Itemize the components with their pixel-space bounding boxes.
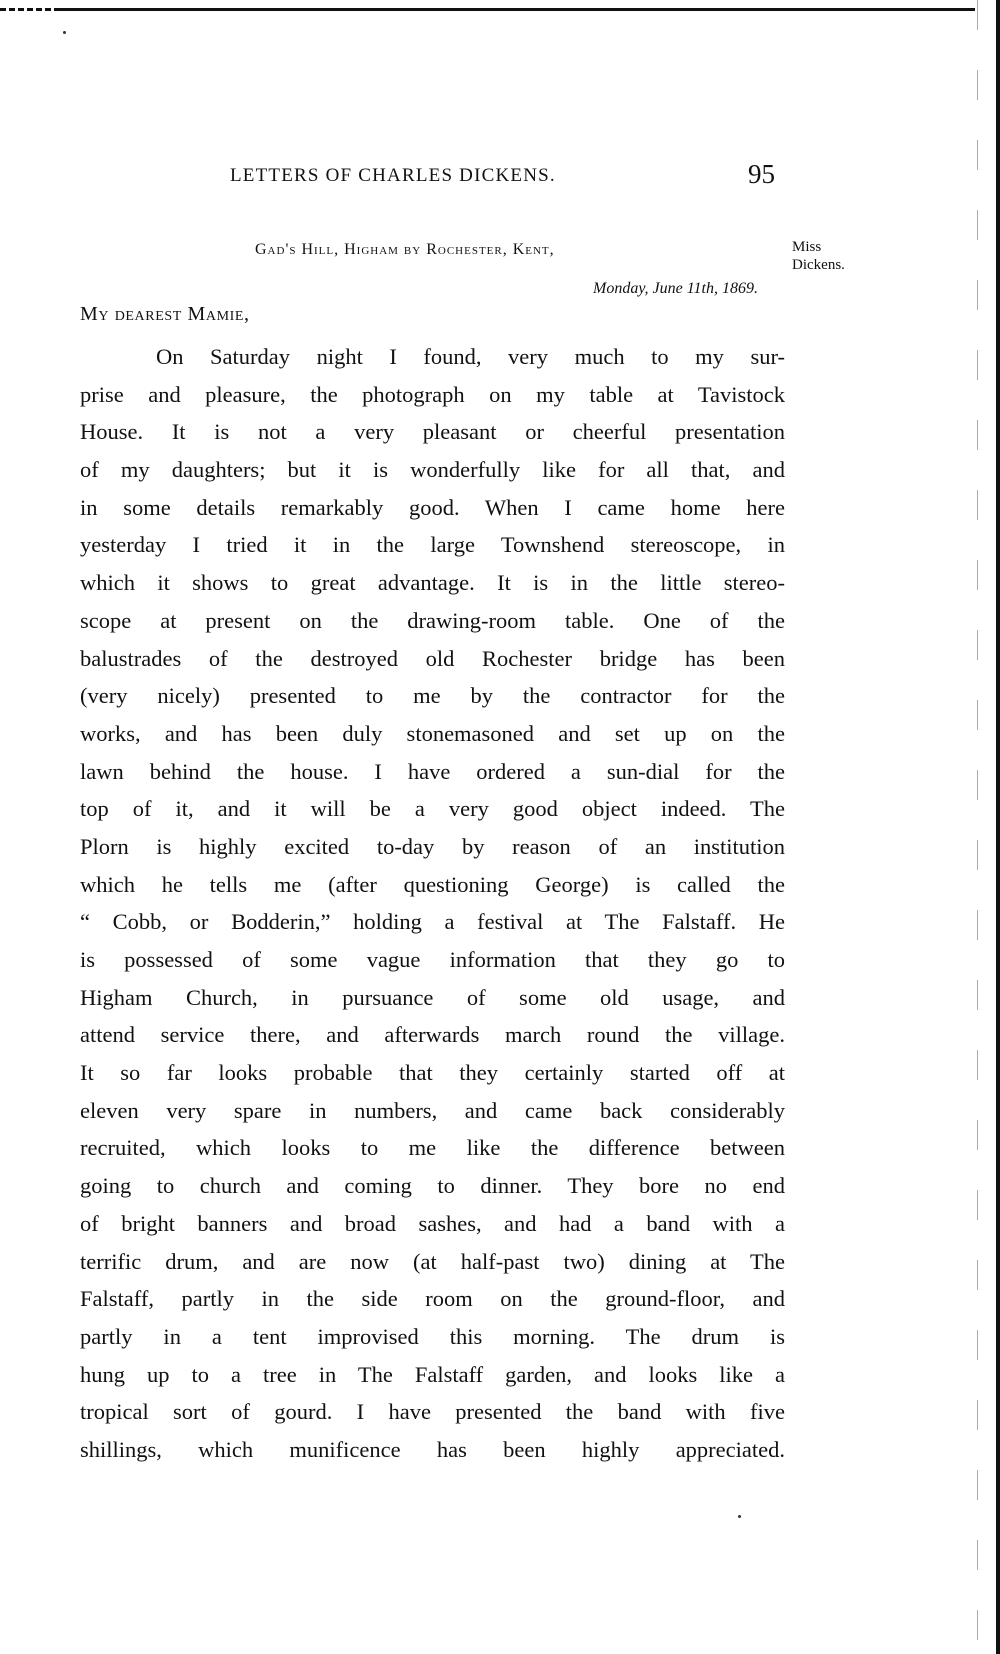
margin-note-line: Dickens. <box>792 257 845 273</box>
text-line: (very nicely) presented to me by the contractor for the <box>80 683 785 709</box>
text-line: balustrades of the destroyed old Rochester bridge has been <box>80 645 785 671</box>
text-line: scope at present on the drawing-room table. One of the <box>80 607 785 633</box>
text-line: lawn behind the house. I have ordered a sun-dial for the <box>80 758 785 784</box>
letter-address: Gad's Hill, Higham by Rochester, Kent, <box>255 241 555 258</box>
letter-salutation: My dearest Mamie, <box>80 303 250 325</box>
text-line: top of it, and it will be a very good object indeed. The <box>80 796 785 822</box>
text-line: which he tells me (after questioning George) is called the <box>80 871 785 897</box>
text-line: of my daughters; but it is wonderfully like for all that, and <box>80 457 785 483</box>
running-head <box>230 159 775 195</box>
letter-date: Monday, June 11th, 1869. <box>592 280 758 297</box>
right-edge-shadow <box>977 0 978 1654</box>
top-border-dash <box>0 8 60 11</box>
text-line: partly in a tent improvised this morning. The drum is <box>80 1323 785 1349</box>
text-line: yesterday I tried it in the large Townshend stereoscope, in <box>80 532 785 558</box>
text-line: recruited, which looks to me like the difference between <box>80 1135 785 1161</box>
top-border-rule <box>0 8 975 11</box>
text-line: Falstaff, partly in the side room on the ground-floor, and <box>80 1286 785 1312</box>
margin-note <box>792 238 845 274</box>
dust-speck <box>738 1515 741 1518</box>
text-line: is possessed of some vague information that they go to <box>80 947 785 972</box>
text-line: terrific drum, and are now (at half-past two) dining at The <box>80 1248 785 1274</box>
text-line: attend service there, and afterwards march round the village. <box>80 1022 785 1048</box>
text-line: It so far looks probable that they certainly started off at <box>80 1060 785 1086</box>
text-line: works, and has been duly stonemasoned and set up on the <box>80 720 785 746</box>
text-line: “ Cobb, or Bodderin,” holding a festival at The Falstaff. He <box>80 909 785 935</box>
right-page-edge <box>996 0 1000 1654</box>
margin-note-line: Miss <box>792 239 822 255</box>
letter-body <box>80 338 785 1469</box>
text-line: eleven very spare in numbers, and came back considerably <box>80 1097 785 1123</box>
text-line: going to church and coming to dinner. They bore no end <box>80 1173 785 1199</box>
text-line: tropical sort of gourd. I have presented the band with five <box>80 1399 785 1425</box>
text-line: On Saturday night I found, very much to my sur- <box>156 344 785 369</box>
text-line: hung up to a tree in The Falstaff garden, and looks like a <box>80 1361 785 1387</box>
text-line: of bright banners and broad sashes, and had a band with a <box>80 1210 785 1236</box>
text-line: Higham Church, in pursuance of some old usage, and <box>80 984 785 1010</box>
text-line: prise and pleasure, the photograph on my table at Tavistock <box>80 381 785 407</box>
text-line: in some details remarkably good. When I came home here <box>80 494 785 520</box>
page-number: 95 <box>748 159 775 189</box>
dust-speck <box>63 31 66 34</box>
text-line: House. It is not a very pleasant or cheerful presentation <box>80 419 785 445</box>
text-line: which it shows to great advantage. It is in the little stereo- <box>80 570 785 596</box>
text-line: Plorn is highly excited to-day by reason of an institution <box>80 833 785 859</box>
text-line: shillings, which munificence has been highly appreciated. <box>80 1436 785 1462</box>
running-title: LETTERS OF CHARLES DICKENS. <box>230 165 556 186</box>
